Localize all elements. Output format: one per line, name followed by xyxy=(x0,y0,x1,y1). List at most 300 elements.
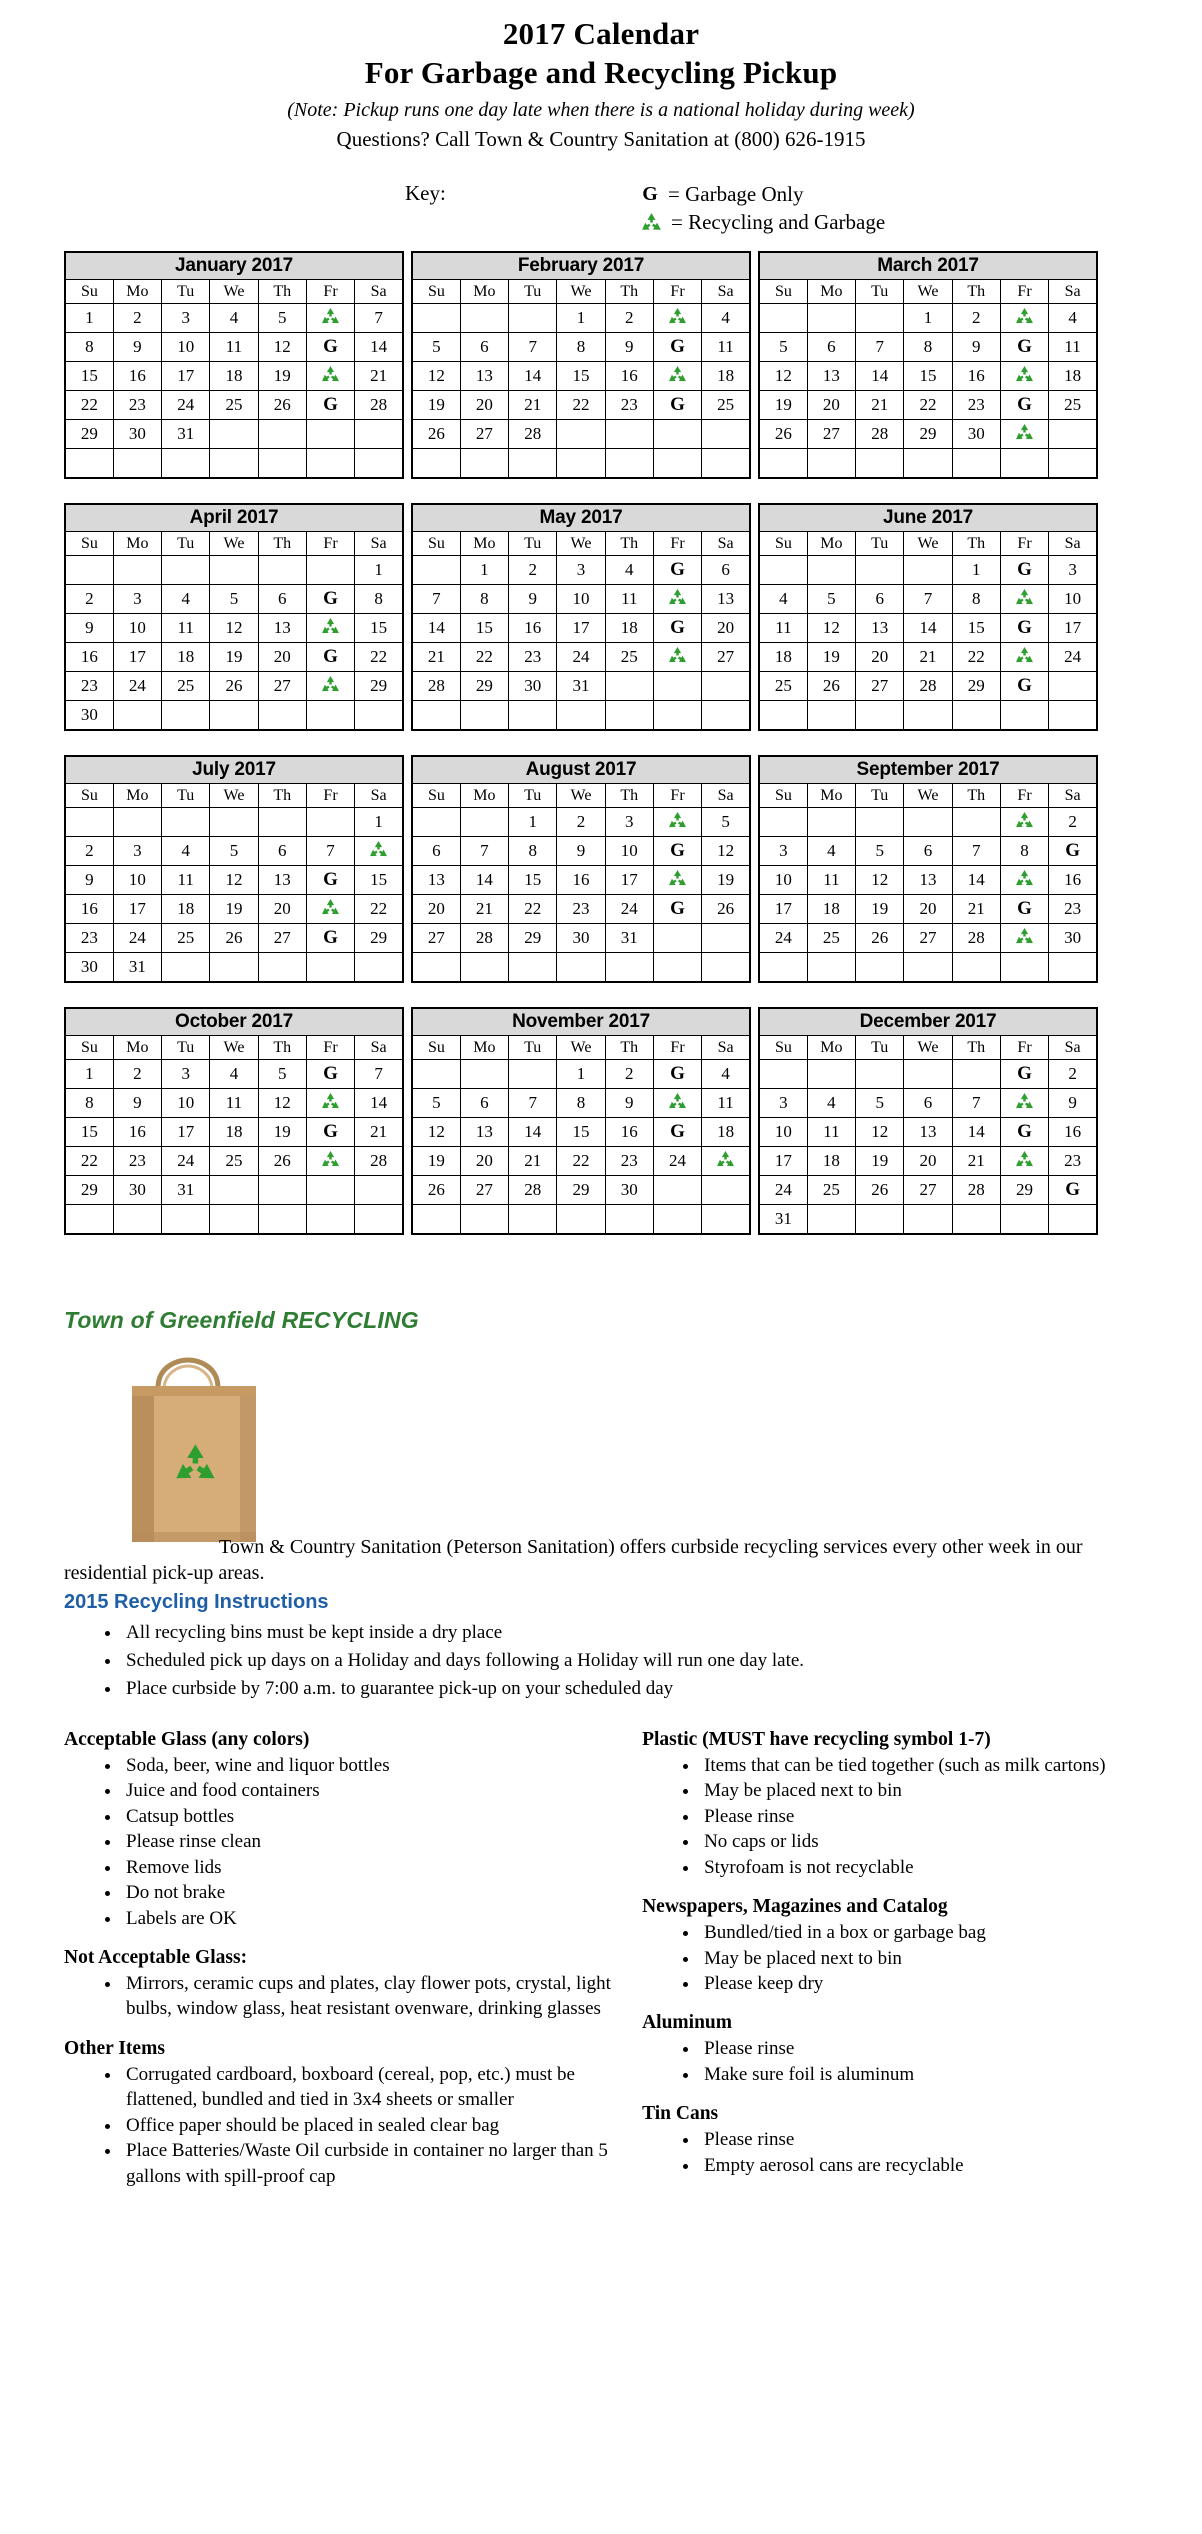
legend-recycle-row xyxy=(640,209,885,237)
day-cell-recycling xyxy=(1000,584,1048,613)
day-cell: 17 xyxy=(113,642,161,671)
dow-header: Tu xyxy=(162,531,210,555)
day-cell-empty xyxy=(210,807,258,836)
week-row xyxy=(65,923,403,952)
day-cell-garbage: G xyxy=(1049,836,1097,865)
week-row xyxy=(759,1146,1097,1175)
day-cell: 18 xyxy=(759,642,807,671)
week-row xyxy=(65,361,403,390)
week-row xyxy=(65,671,403,700)
month-title: November 2017 xyxy=(412,1008,750,1036)
day-cell: 6 xyxy=(460,1088,508,1117)
day-cell-empty xyxy=(306,952,354,982)
day-cell: 23 xyxy=(605,1146,653,1175)
week-row xyxy=(412,390,750,419)
day-cell: 9 xyxy=(65,865,113,894)
day-cell: 9 xyxy=(605,1088,653,1117)
day-cell: 15 xyxy=(355,613,403,642)
day-cell-empty xyxy=(306,700,354,730)
dow-header: Th xyxy=(952,531,1000,555)
day-cell-garbage: G xyxy=(1000,1059,1048,1088)
dow-header: Mo xyxy=(460,783,508,807)
recycle-icon xyxy=(1014,423,1035,442)
day-cell: 28 xyxy=(952,923,1000,952)
month-table xyxy=(758,251,1098,479)
instructions-list xyxy=(64,1620,1162,1703)
day-cell: 5 xyxy=(412,332,460,361)
day-cell: 24 xyxy=(162,1146,210,1175)
day-cell: 22 xyxy=(65,390,113,419)
day-cell-empty xyxy=(702,1204,750,1234)
day-cell-empty xyxy=(952,952,1000,982)
day-cell-empty xyxy=(557,448,605,478)
month-table xyxy=(64,503,404,731)
day-cell: 24 xyxy=(653,1146,701,1175)
day-cell-empty xyxy=(258,1175,306,1204)
day-cell-recycling xyxy=(653,865,701,894)
day-cell-empty xyxy=(1049,448,1097,478)
dow-header: Th xyxy=(258,783,306,807)
day-cell-empty xyxy=(807,952,855,982)
day-cell: 25 xyxy=(759,671,807,700)
dow-header-row xyxy=(759,531,1097,555)
day-cell: 14 xyxy=(509,1117,557,1146)
month-title: August 2017 xyxy=(412,756,750,784)
day-cell-empty xyxy=(258,555,306,584)
recycle-icon xyxy=(320,1092,341,1111)
day-cell: 10 xyxy=(605,836,653,865)
day-cell-garbage: G xyxy=(1000,671,1048,700)
day-cell: 13 xyxy=(904,1117,952,1146)
section-heading: Other Items xyxy=(64,2037,165,2059)
day-cell: 11 xyxy=(807,865,855,894)
week-row xyxy=(759,700,1097,730)
dow-header: Tu xyxy=(509,783,557,807)
day-cell: 5 xyxy=(856,1088,904,1117)
day-cell: 19 xyxy=(258,1117,306,1146)
dow-header: Tu xyxy=(856,783,904,807)
recycle-icon xyxy=(667,869,688,888)
week-row xyxy=(759,419,1097,448)
week-row xyxy=(412,584,750,613)
day-cell: 2 xyxy=(605,303,653,332)
calendar-grid xyxy=(0,251,1202,1235)
day-cell-garbage: G xyxy=(1000,390,1048,419)
section-list-item: • Corrugated cardboard, boxboard (cereal, pop, etc.) must be flattened, bundled and tied in 3x4 sheets or smaller xyxy=(122,2062,632,2113)
day-cell: 28 xyxy=(412,671,460,700)
day-cell: 27 xyxy=(856,671,904,700)
week-row xyxy=(65,1204,403,1234)
week-row xyxy=(759,448,1097,478)
day-cell: 4 xyxy=(605,555,653,584)
day-cell-empty xyxy=(65,807,113,836)
day-cell-empty xyxy=(65,555,113,584)
day-cell-recycling xyxy=(1000,303,1048,332)
section-list-item: • No caps or lids xyxy=(700,1829,1162,1854)
day-cell: 1 xyxy=(65,1059,113,1088)
day-cell-empty xyxy=(509,952,557,982)
day-cell: 29 xyxy=(355,671,403,700)
day-cell: 25 xyxy=(210,1146,258,1175)
section-heading: Acceptable Glass (any colors) xyxy=(64,1728,310,1750)
day-cell: 19 xyxy=(856,894,904,923)
day-cell: 6 xyxy=(258,836,306,865)
calendar-row xyxy=(64,251,1172,479)
recycling-blurb xyxy=(64,1534,1124,1587)
day-cell: 7 xyxy=(355,1059,403,1088)
dow-header-row xyxy=(65,531,403,555)
recycle-icon xyxy=(1014,1092,1035,1111)
month-table xyxy=(64,1007,404,1235)
day-cell-empty xyxy=(306,807,354,836)
day-cell: 8 xyxy=(65,1088,113,1117)
day-cell: 20 xyxy=(258,894,306,923)
dow-header: Su xyxy=(65,783,113,807)
day-cell: 1 xyxy=(952,555,1000,584)
day-cell-garbage: G xyxy=(1000,1117,1048,1146)
day-cell: 2 xyxy=(113,303,161,332)
dow-header: Th xyxy=(258,279,306,303)
day-cell: 27 xyxy=(807,419,855,448)
week-row xyxy=(759,1204,1097,1234)
day-cell: 4 xyxy=(759,584,807,613)
day-cell: 13 xyxy=(460,361,508,390)
day-cell-empty xyxy=(807,807,855,836)
week-row xyxy=(412,555,750,584)
day-cell-empty xyxy=(1000,952,1048,982)
day-cell: 15 xyxy=(904,361,952,390)
day-cell-empty xyxy=(702,448,750,478)
day-cell-empty xyxy=(460,1059,508,1088)
month-table xyxy=(411,503,751,731)
day-cell: 29 xyxy=(460,671,508,700)
dow-header: Tu xyxy=(509,1035,557,1059)
day-cell: 27 xyxy=(702,642,750,671)
section-list-item: • May be placed next to bin xyxy=(700,1946,1162,1971)
day-cell-garbage: G xyxy=(1049,1175,1097,1204)
day-cell: 18 xyxy=(807,894,855,923)
dow-header: We xyxy=(210,783,258,807)
dow-header: Tu xyxy=(509,279,557,303)
day-cell-recycling xyxy=(1000,1088,1048,1117)
recycle-icon xyxy=(667,1092,688,1111)
day-cell-empty xyxy=(306,1175,354,1204)
day-cell-empty xyxy=(856,952,904,982)
day-cell: 8 xyxy=(1000,836,1048,865)
day-cell: 18 xyxy=(162,642,210,671)
day-cell: 12 xyxy=(807,613,855,642)
day-cell-empty xyxy=(306,555,354,584)
month-title: October 2017 xyxy=(65,1008,403,1036)
day-cell-empty xyxy=(1049,1204,1097,1234)
day-cell-garbage: G xyxy=(653,894,701,923)
day-cell: 5 xyxy=(759,332,807,361)
calendar-row xyxy=(64,1007,1172,1235)
section-list-item: • Items that can be tied together (such as milk cartons) xyxy=(700,1753,1162,1778)
day-cell-empty xyxy=(210,1175,258,1204)
section-list xyxy=(64,1971,632,2022)
day-cell: 24 xyxy=(113,923,161,952)
day-cell: 8 xyxy=(557,332,605,361)
week-row xyxy=(65,303,403,332)
day-cell: 10 xyxy=(162,332,210,361)
day-cell: 4 xyxy=(1049,303,1097,332)
day-cell-garbage: G xyxy=(653,1059,701,1088)
day-cell: 22 xyxy=(557,390,605,419)
day-cell-empty xyxy=(605,700,653,730)
recycle-icon xyxy=(1014,588,1035,607)
day-cell-empty xyxy=(509,448,557,478)
dow-header: Th xyxy=(605,279,653,303)
day-cell: 21 xyxy=(952,894,1000,923)
day-cell-empty xyxy=(355,700,403,730)
day-cell-empty xyxy=(65,1204,113,1234)
dow-header-row xyxy=(65,783,403,807)
day-cell: 8 xyxy=(65,332,113,361)
dow-header: Sa xyxy=(355,531,403,555)
day-cell-garbage: G xyxy=(1000,613,1048,642)
day-cell-recycling xyxy=(653,642,701,671)
day-cell-empty xyxy=(807,303,855,332)
section-heading: Aluminum xyxy=(642,2012,733,2034)
day-cell: 16 xyxy=(113,361,161,390)
section-list xyxy=(642,2036,1162,2087)
day-cell: 18 xyxy=(1049,361,1097,390)
day-cell: 14 xyxy=(460,865,508,894)
week-row xyxy=(65,448,403,478)
section-heading: Newspapers, Magazines and Catalog xyxy=(642,1896,948,1918)
dow-header: We xyxy=(904,531,952,555)
day-cell: 26 xyxy=(759,419,807,448)
day-cell: 24 xyxy=(759,1175,807,1204)
day-cell-empty xyxy=(904,700,952,730)
day-cell-empty xyxy=(412,555,460,584)
month-title: April 2017 xyxy=(65,504,403,532)
day-cell: 9 xyxy=(557,836,605,865)
day-cell: 13 xyxy=(460,1117,508,1146)
week-row xyxy=(412,642,750,671)
day-cell-empty xyxy=(605,671,653,700)
day-cell: 22 xyxy=(355,894,403,923)
day-cell: 14 xyxy=(904,613,952,642)
day-cell: 21 xyxy=(460,894,508,923)
day-cell-empty xyxy=(904,555,952,584)
day-cell: 1 xyxy=(355,807,403,836)
week-row xyxy=(65,894,403,923)
day-cell-recycling xyxy=(653,303,701,332)
dow-header: Fr xyxy=(306,783,354,807)
day-cell-empty xyxy=(460,952,508,982)
left-column xyxy=(64,1729,642,2189)
page-title-line2: For Garbage and Recycling Pickup xyxy=(364,55,838,91)
month-calendar xyxy=(411,251,754,479)
dow-header: We xyxy=(904,783,952,807)
legend-garbage-text: = Garbage Only xyxy=(668,182,804,207)
day-cell: 18 xyxy=(702,1117,750,1146)
dow-header-row xyxy=(412,783,750,807)
day-cell-empty xyxy=(355,419,403,448)
day-cell: 25 xyxy=(162,671,210,700)
day-cell: 17 xyxy=(113,894,161,923)
day-cell: 23 xyxy=(952,390,1000,419)
week-row xyxy=(759,1059,1097,1088)
day-cell: 2 xyxy=(113,1059,161,1088)
day-cell: 3 xyxy=(557,555,605,584)
day-cell: 12 xyxy=(856,865,904,894)
day-cell: 29 xyxy=(557,1175,605,1204)
instructions-heading: 2015 Recycling Instructions xyxy=(64,1590,329,1613)
day-cell: 4 xyxy=(807,1088,855,1117)
day-cell-recycling xyxy=(653,1088,701,1117)
day-cell: 20 xyxy=(460,1146,508,1175)
month-calendar xyxy=(758,755,1101,983)
day-cell: 30 xyxy=(509,671,557,700)
day-cell: 30 xyxy=(65,952,113,982)
week-row xyxy=(759,836,1097,865)
day-cell: 27 xyxy=(412,923,460,952)
day-cell: 20 xyxy=(460,390,508,419)
day-cell: 5 xyxy=(856,836,904,865)
day-cell-empty xyxy=(557,1204,605,1234)
day-cell: 28 xyxy=(856,419,904,448)
dow-header: Th xyxy=(952,783,1000,807)
dow-header: We xyxy=(210,279,258,303)
day-cell: 21 xyxy=(412,642,460,671)
day-cell: 16 xyxy=(1049,865,1097,894)
day-cell-garbage: G xyxy=(1000,555,1048,584)
day-cell-empty xyxy=(210,1204,258,1234)
day-cell: 17 xyxy=(759,1146,807,1175)
day-cell-garbage: G xyxy=(306,390,354,419)
week-row xyxy=(759,642,1097,671)
section-list xyxy=(642,1753,1162,1880)
day-cell-empty xyxy=(653,1204,701,1234)
section-list-item: • Catsup bottles xyxy=(122,1804,632,1829)
day-cell: 4 xyxy=(702,303,750,332)
day-cell-empty xyxy=(460,700,508,730)
day-cell-recycling xyxy=(653,584,701,613)
day-cell: 17 xyxy=(605,865,653,894)
dow-header: Su xyxy=(65,531,113,555)
day-cell-recycling xyxy=(306,1146,354,1175)
day-cell: 24 xyxy=(113,671,161,700)
week-row xyxy=(65,332,403,361)
day-cell: 22 xyxy=(355,642,403,671)
day-cell: 26 xyxy=(702,894,750,923)
day-cell: 11 xyxy=(702,1088,750,1117)
day-cell-empty xyxy=(412,700,460,730)
day-cell: 16 xyxy=(65,642,113,671)
dow-header: Tu xyxy=(856,279,904,303)
day-cell-recycling xyxy=(702,1146,750,1175)
day-cell: 12 xyxy=(412,1117,460,1146)
day-cell: 7 xyxy=(952,836,1000,865)
dow-header: Tu xyxy=(856,531,904,555)
day-cell: 12 xyxy=(210,613,258,642)
day-cell: 11 xyxy=(1049,332,1097,361)
dow-header: We xyxy=(557,783,605,807)
day-cell: 24 xyxy=(605,894,653,923)
week-row xyxy=(65,390,403,419)
day-cell: 3 xyxy=(162,303,210,332)
day-cell: 3 xyxy=(605,807,653,836)
day-cell: 9 xyxy=(113,1088,161,1117)
day-cell: 7 xyxy=(856,332,904,361)
calendar-row xyxy=(64,503,1172,731)
recycle-icon xyxy=(320,307,341,326)
day-cell-empty xyxy=(210,952,258,982)
day-cell-empty xyxy=(557,700,605,730)
day-cell: 30 xyxy=(605,1175,653,1204)
day-cell: 21 xyxy=(952,1146,1000,1175)
day-cell-recycling xyxy=(1000,807,1048,836)
dow-header: Su xyxy=(65,1035,113,1059)
day-cell: 6 xyxy=(904,836,952,865)
day-cell-empty xyxy=(759,952,807,982)
day-cell-empty xyxy=(355,448,403,478)
dow-header: We xyxy=(904,279,952,303)
day-cell-empty xyxy=(460,807,508,836)
day-cell-empty xyxy=(412,807,460,836)
month-calendar xyxy=(64,503,407,731)
recycling-section xyxy=(0,1307,1202,2209)
day-cell: 5 xyxy=(258,303,306,332)
section-list-item: • Do not brake xyxy=(122,1880,632,1905)
dow-header: Mo xyxy=(113,279,161,303)
day-cell: 16 xyxy=(509,613,557,642)
day-cell: 17 xyxy=(162,1117,210,1146)
month-calendar xyxy=(758,1007,1101,1235)
legend-garbage-row xyxy=(640,181,885,209)
day-cell-empty xyxy=(1000,448,1048,478)
week-row xyxy=(65,1088,403,1117)
section-list-item: • Please keep dry xyxy=(700,1971,1162,1996)
day-cell-empty xyxy=(258,807,306,836)
recycle-icon xyxy=(1014,869,1035,888)
week-row xyxy=(65,1146,403,1175)
day-cell: 26 xyxy=(210,923,258,952)
day-cell-garbage: G xyxy=(653,1117,701,1146)
day-cell-garbage: G xyxy=(653,613,701,642)
day-cell-empty xyxy=(162,952,210,982)
day-cell: 9 xyxy=(605,332,653,361)
day-cell-recycling xyxy=(1000,361,1048,390)
day-cell: 26 xyxy=(412,419,460,448)
day-cell: 11 xyxy=(702,332,750,361)
day-cell: 20 xyxy=(412,894,460,923)
day-cell-empty xyxy=(412,1204,460,1234)
day-cell-empty xyxy=(258,1204,306,1234)
day-cell-garbage: G xyxy=(306,584,354,613)
week-row xyxy=(759,1088,1097,1117)
day-cell: 15 xyxy=(65,361,113,390)
dow-header: Fr xyxy=(653,279,701,303)
dow-header: Fr xyxy=(1000,1035,1048,1059)
day-cell: 29 xyxy=(1000,1175,1048,1204)
day-cell-recycling xyxy=(355,836,403,865)
day-cell-empty xyxy=(1049,700,1097,730)
day-cell: 9 xyxy=(1049,1088,1097,1117)
day-cell: 10 xyxy=(113,613,161,642)
dow-header: Fr xyxy=(306,531,354,555)
week-row xyxy=(759,807,1097,836)
day-cell-empty xyxy=(355,1175,403,1204)
day-cell: 23 xyxy=(1049,894,1097,923)
dow-header: Mo xyxy=(113,1035,161,1059)
day-cell-empty xyxy=(113,700,161,730)
week-row xyxy=(759,361,1097,390)
day-cell-empty xyxy=(653,952,701,982)
